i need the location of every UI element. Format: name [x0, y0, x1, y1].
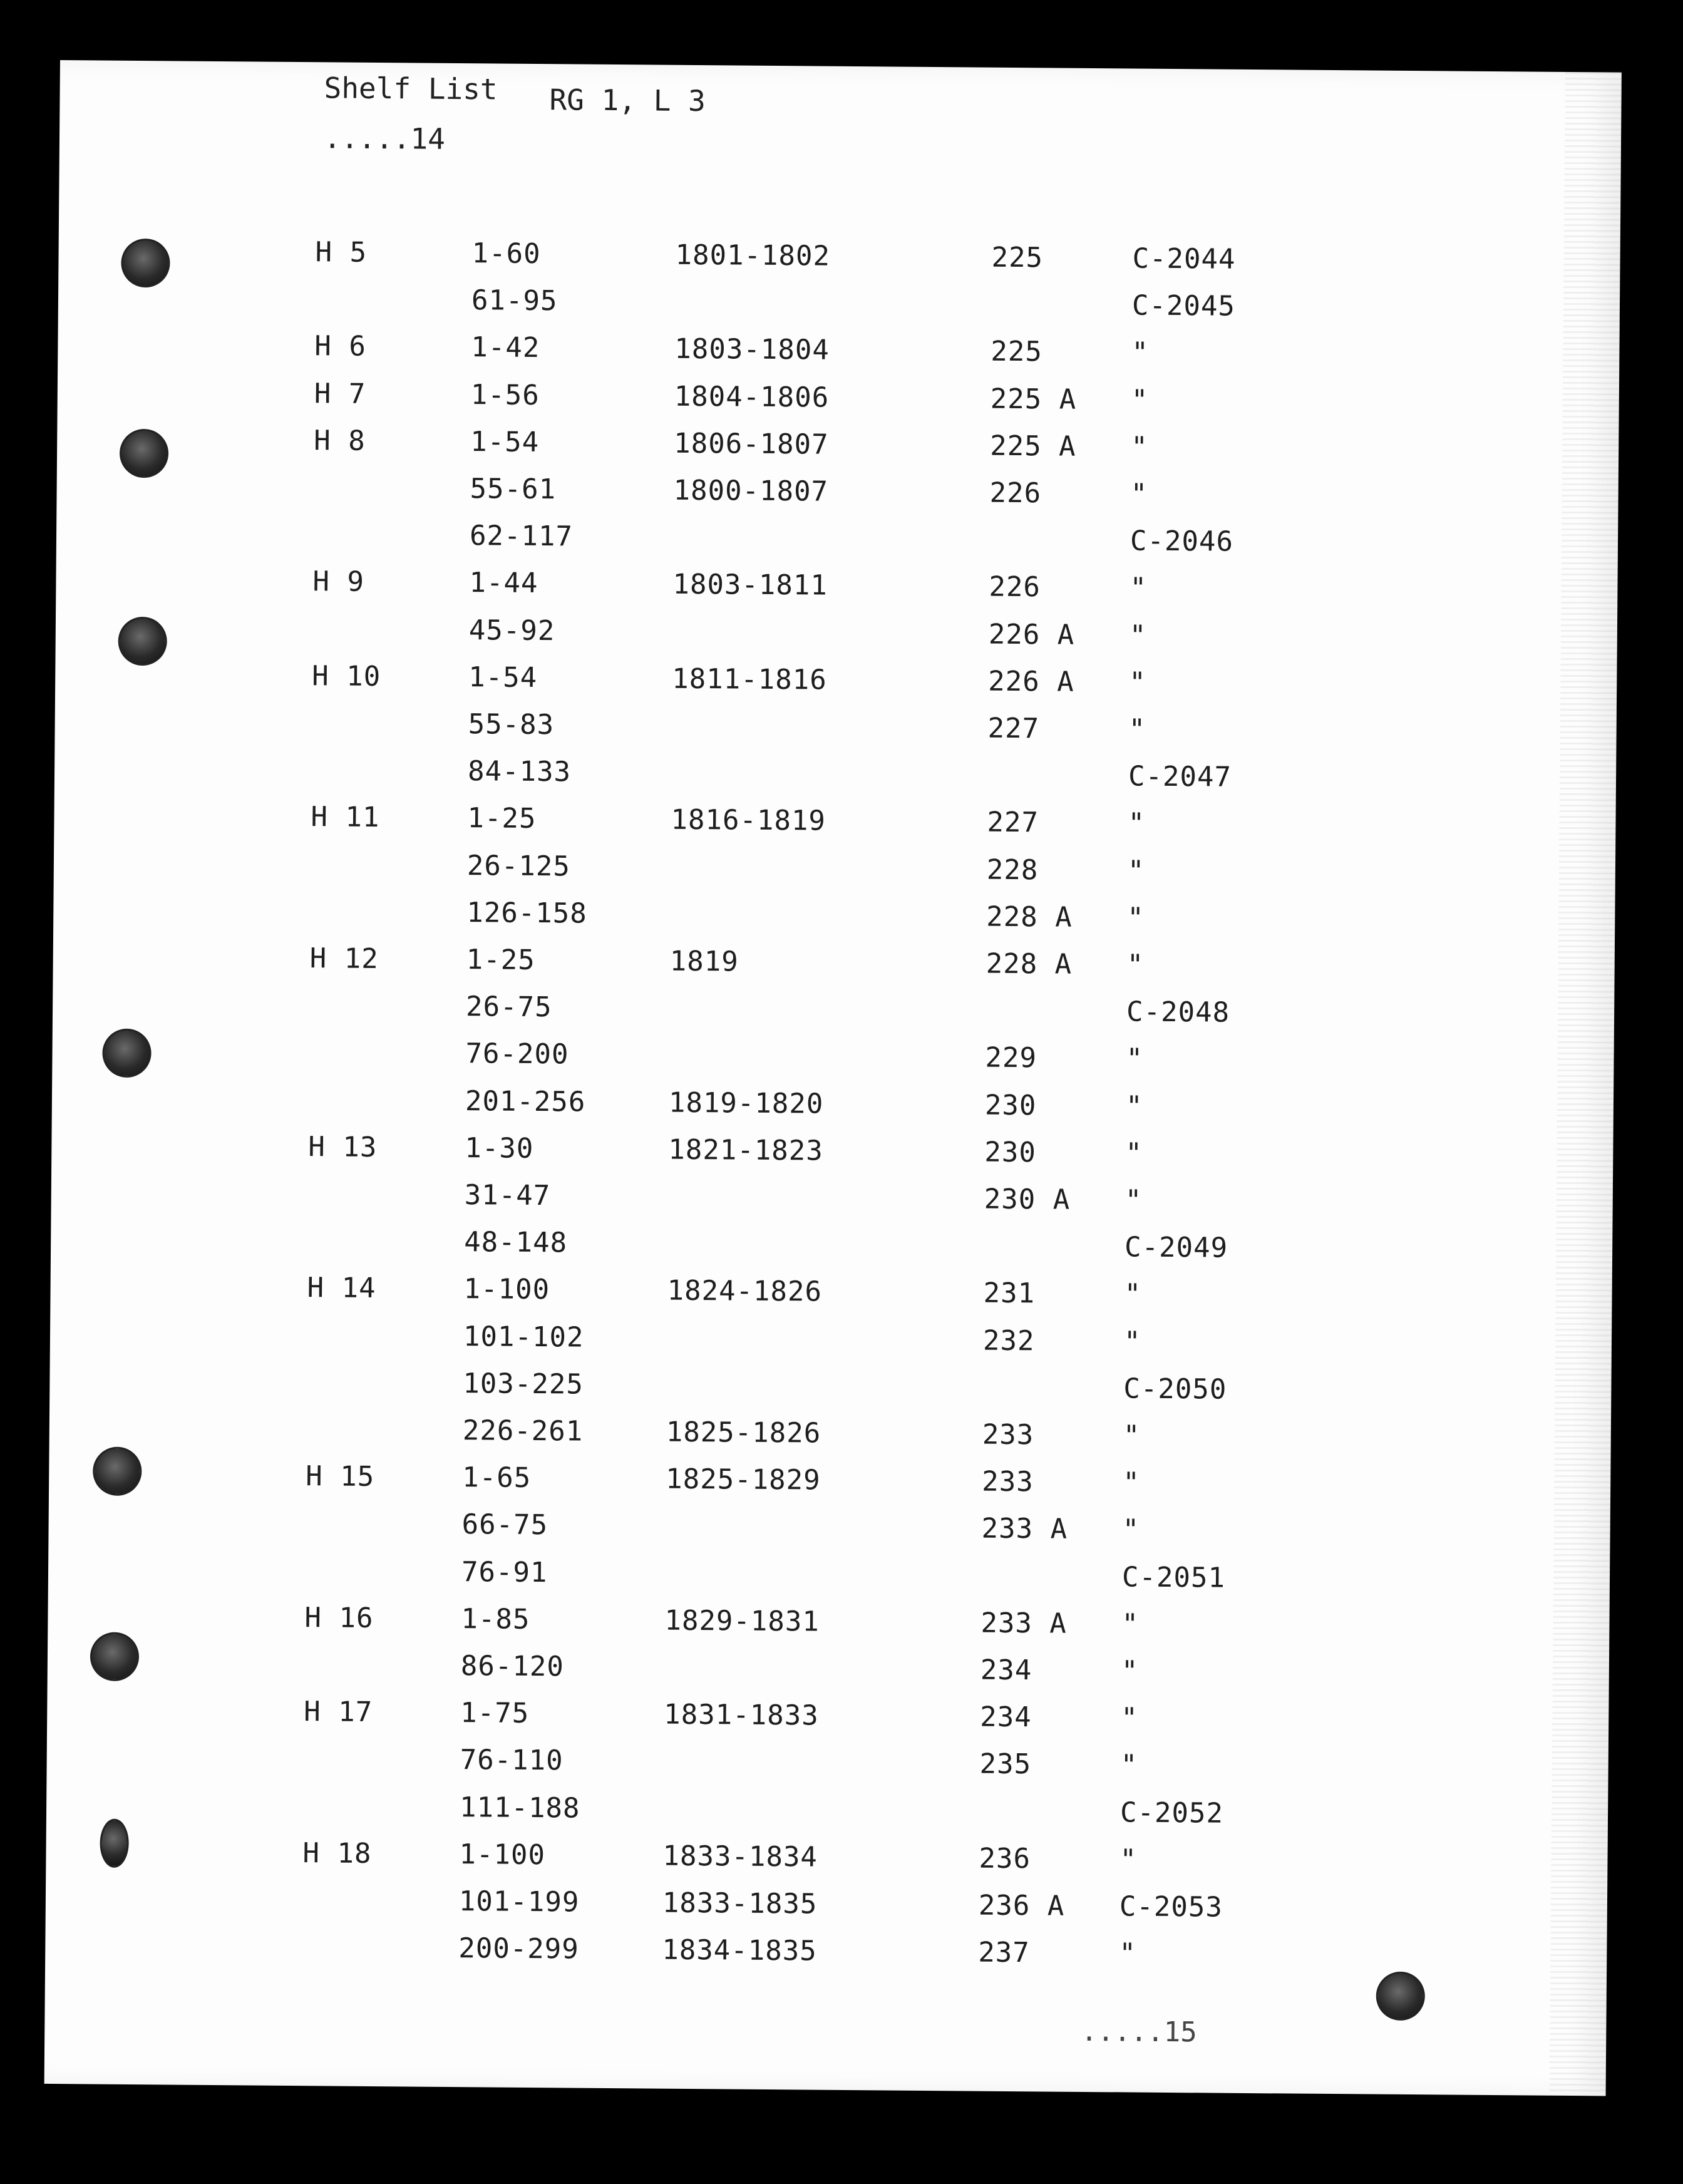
table-row [50, 1317, 1612, 1374]
table-row [58, 328, 1619, 384]
date-range: 1833-1835 [662, 1887, 818, 1920]
microfilm-reel: C-2053 [1119, 1890, 1223, 1924]
continuation-reference: .....15 [1081, 2015, 1197, 2049]
folder-range: 76-110 [460, 1744, 564, 1777]
volume-number: 228 A [986, 947, 1073, 981]
microfilm-reel: " [1130, 572, 1148, 605]
folder-range: 200-299 [458, 1932, 579, 1965]
box-number: H 11 [311, 801, 380, 834]
box-number: H 13 [308, 1130, 378, 1163]
volume-number: 225 [991, 241, 1044, 274]
folder-range: 1-75 [460, 1697, 530, 1730]
volume-number: 233 A [981, 1513, 1068, 1546]
table-row [56, 564, 1617, 620]
microfilm-reel: " [1120, 1749, 1138, 1781]
table-row [55, 658, 1617, 714]
microfilm-reel: C-2044 [1132, 242, 1236, 276]
box-number: H 16 [304, 1601, 374, 1634]
date-range: 1803-1811 [672, 569, 828, 602]
table-row [51, 1223, 1612, 1279]
date-range: 1819-1820 [668, 1086, 824, 1120]
folder-range: 1-100 [463, 1273, 550, 1306]
table-row [51, 1176, 1612, 1232]
table-row [46, 1788, 1608, 1845]
microfilm-reel: " [1126, 949, 1145, 981]
table-row [57, 376, 1619, 432]
microfilm-reel: " [1125, 1090, 1143, 1123]
microfilm-reel: " [1121, 1608, 1140, 1641]
folder-range: 26-75 [465, 991, 552, 1024]
document-title: Shelf List [324, 71, 498, 106]
microfilm-reel: " [1125, 1184, 1143, 1217]
volume-number: 227 [987, 712, 1040, 745]
microfilm-reel: " [1123, 1466, 1140, 1499]
box-number: H 5 [315, 236, 368, 269]
microfilm-reel: " [1128, 713, 1146, 746]
date-range: 1825-1829 [666, 1463, 821, 1496]
box-number: H 18 [302, 1836, 372, 1870]
table-row [48, 1505, 1610, 1562]
microfilm-reel: " [1127, 902, 1145, 934]
folder-range: 86-120 [460, 1650, 565, 1683]
box-number: H 10 [312, 659, 381, 693]
folder-range: 1-54 [468, 661, 538, 694]
folder-range: 1-56 [470, 378, 540, 411]
volume-number: 233 [982, 1418, 1034, 1451]
volume-number: 233 [982, 1465, 1034, 1498]
microfilm-reel: " [1131, 431, 1148, 463]
date-range: 1831-1833 [664, 1698, 819, 1732]
folder-range: 1-25 [467, 802, 537, 835]
date-range: 1811-1816 [672, 662, 827, 696]
table-row [56, 517, 1618, 573]
box-number: H 7 [314, 377, 366, 410]
microfilm-reel: C-2049 [1124, 1231, 1228, 1264]
microfilm-reel: C-2052 [1119, 1796, 1224, 1830]
date-range: 1801-1802 [675, 239, 831, 272]
microfilm-reel: " [1124, 1278, 1142, 1311]
folder-range: 1-54 [470, 425, 540, 458]
date-range: 1806-1807 [674, 427, 829, 461]
box-number: H 6 [314, 330, 367, 363]
table-row [54, 752, 1616, 808]
volume-number: 228 A [986, 900, 1073, 934]
folder-range: 84-133 [467, 755, 572, 788]
volume-number: 236 A [978, 1889, 1065, 1922]
microfilm-reel: C-2051 [1121, 1560, 1226, 1594]
microfilm-reel: " [1130, 478, 1148, 510]
record-group-label: RG 1, L 3 [549, 83, 706, 118]
box-number: H 12 [309, 942, 379, 976]
table-row [50, 1270, 1612, 1326]
table-row [46, 1741, 1608, 1797]
date-range: 1833-1834 [662, 1840, 818, 1873]
date-range: 1803-1804 [674, 333, 830, 367]
table-row [48, 1600, 1609, 1656]
volume-number: 225 A [990, 430, 1076, 463]
table-row [52, 1034, 1614, 1091]
folder-range: 55-61 [470, 473, 557, 506]
volume-number: 226 A [988, 665, 1074, 698]
folder-range: 1-85 [461, 1602, 530, 1635]
box-number: H 14 [307, 1272, 376, 1305]
folder-range: 61-95 [471, 284, 558, 317]
date-range: 1834-1835 [662, 1934, 817, 1967]
date-range: 1824-1826 [667, 1275, 823, 1309]
box-number: H 17 [304, 1696, 373, 1729]
table-row [47, 1694, 1608, 1750]
folder-range: 103-225 [463, 1367, 584, 1401]
table-row [48, 1553, 1610, 1609]
microfilm-reel: " [1128, 807, 1146, 840]
volume-number: 236 [979, 1842, 1031, 1875]
folder-range: 76-200 [465, 1038, 569, 1071]
microfilm-reel: " [1123, 1326, 1141, 1358]
table-row [53, 940, 1614, 997]
microfilm-reel: " [1131, 336, 1150, 369]
microfilm-reel: " [1122, 1513, 1140, 1547]
folder-range: 1-60 [471, 237, 541, 270]
folder-range: 1-25 [466, 944, 535, 977]
folder-range: 48-148 [463, 1226, 568, 1259]
folder-range: 101-199 [458, 1885, 580, 1919]
folder-range: 1-100 [459, 1838, 546, 1871]
date-range: 1825-1826 [666, 1416, 821, 1450]
microfilm-reel: " [1121, 1702, 1138, 1734]
table-row [48, 1647, 1609, 1703]
microfilm-reel: C-2046 [1130, 525, 1234, 558]
volume-number: 230 A [984, 1183, 1071, 1216]
folder-range: 66-75 [461, 1508, 548, 1542]
microfilm-reel: C-2048 [1126, 996, 1230, 1029]
table-row [57, 423, 1619, 479]
volume-number: 234 [980, 1701, 1032, 1734]
document-page [44, 60, 1622, 2096]
volume-number: 237 [978, 1936, 1030, 1969]
date-range: 1800-1807 [673, 474, 829, 508]
volume-number: 228 [986, 853, 1039, 886]
microfilm-reel: " [1121, 1655, 1139, 1687]
microfilm-reel: " [1131, 384, 1149, 416]
folder-range: 126-158 [466, 896, 587, 930]
table-row [54, 705, 1616, 761]
microfilm-reel: " [1129, 619, 1147, 652]
table-row [56, 470, 1618, 526]
table-row [46, 1835, 1607, 1892]
microfilm-reel: " [1123, 1419, 1141, 1452]
volume-number: 226 [989, 476, 1042, 510]
volume-number: 226 A [988, 618, 1075, 651]
microfilm-reel: C-2050 [1123, 1373, 1227, 1406]
table-row [53, 987, 1614, 1044]
microfilm-reel: " [1129, 666, 1146, 699]
date-range: 1804-1806 [674, 380, 830, 414]
table-row [51, 1129, 1613, 1185]
table-row [53, 894, 1615, 950]
microfilm-reel: C-2047 [1128, 760, 1232, 793]
microfilm-reel: C-2045 [1131, 289, 1236, 322]
folder-range: 26-125 [466, 849, 571, 883]
table-row [54, 847, 1615, 903]
table-row [54, 799, 1615, 855]
microfilm-reel: " [1126, 1043, 1144, 1076]
volume-number: 227 [987, 806, 1039, 839]
table-row [58, 281, 1620, 337]
table-row [49, 1411, 1611, 1468]
date-range: 1821-1823 [668, 1133, 823, 1167]
table-row [49, 1458, 1610, 1515]
folder-range: 55-83 [468, 708, 555, 741]
volume-number: 225 A [990, 383, 1077, 416]
volume-number: 226 [989, 571, 1041, 604]
folder-range: 111-188 [459, 1791, 580, 1825]
table-row [56, 611, 1617, 667]
folder-range: 201-256 [465, 1084, 586, 1118]
box-number: H 15 [306, 1460, 375, 1493]
folder-range: 226-261 [462, 1414, 584, 1448]
volume-number: 234 [980, 1654, 1032, 1687]
microfilm-reel: " [1119, 1937, 1137, 1970]
table-row [58, 234, 1620, 291]
folder-range: 1-65 [462, 1461, 532, 1495]
date-range: 1829-1831 [664, 1604, 820, 1638]
volume-number: 230 [984, 1136, 1037, 1169]
box-number: H 8 [314, 424, 366, 457]
folder-range: 1-44 [469, 567, 538, 600]
folder-range: 31-47 [464, 1179, 551, 1212]
date-range: 1816-1819 [671, 804, 826, 838]
volume-number: 235 [979, 1748, 1032, 1781]
volume-number: 231 [983, 1277, 1036, 1310]
microfilm-reel: " [1127, 855, 1145, 887]
table-row [46, 1882, 1607, 1939]
volume-number: 233 A [980, 1607, 1068, 1640]
volume-number: 232 [982, 1324, 1035, 1357]
box-number: H 9 [312, 565, 365, 599]
folder-range: 101-102 [463, 1320, 584, 1354]
date-range: 1819 [669, 945, 739, 978]
microfilm-reel: " [1125, 1137, 1143, 1170]
volume-number: 225 [991, 336, 1043, 368]
table-row [49, 1364, 1611, 1421]
microfilm-reel: " [1119, 1843, 1138, 1876]
table-row [52, 1082, 1614, 1138]
folder-range: 1-30 [465, 1131, 534, 1165]
volume-number: 229 [985, 1042, 1037, 1074]
table-row [45, 1929, 1607, 1986]
folder-range: 1-42 [471, 331, 540, 364]
volume-number: 230 [984, 1089, 1037, 1121]
folder-range: 76-91 [461, 1555, 548, 1589]
page-reference: .....14 [323, 121, 446, 156]
folder-range: 62-117 [469, 520, 574, 553]
folder-range: 45-92 [468, 614, 555, 647]
